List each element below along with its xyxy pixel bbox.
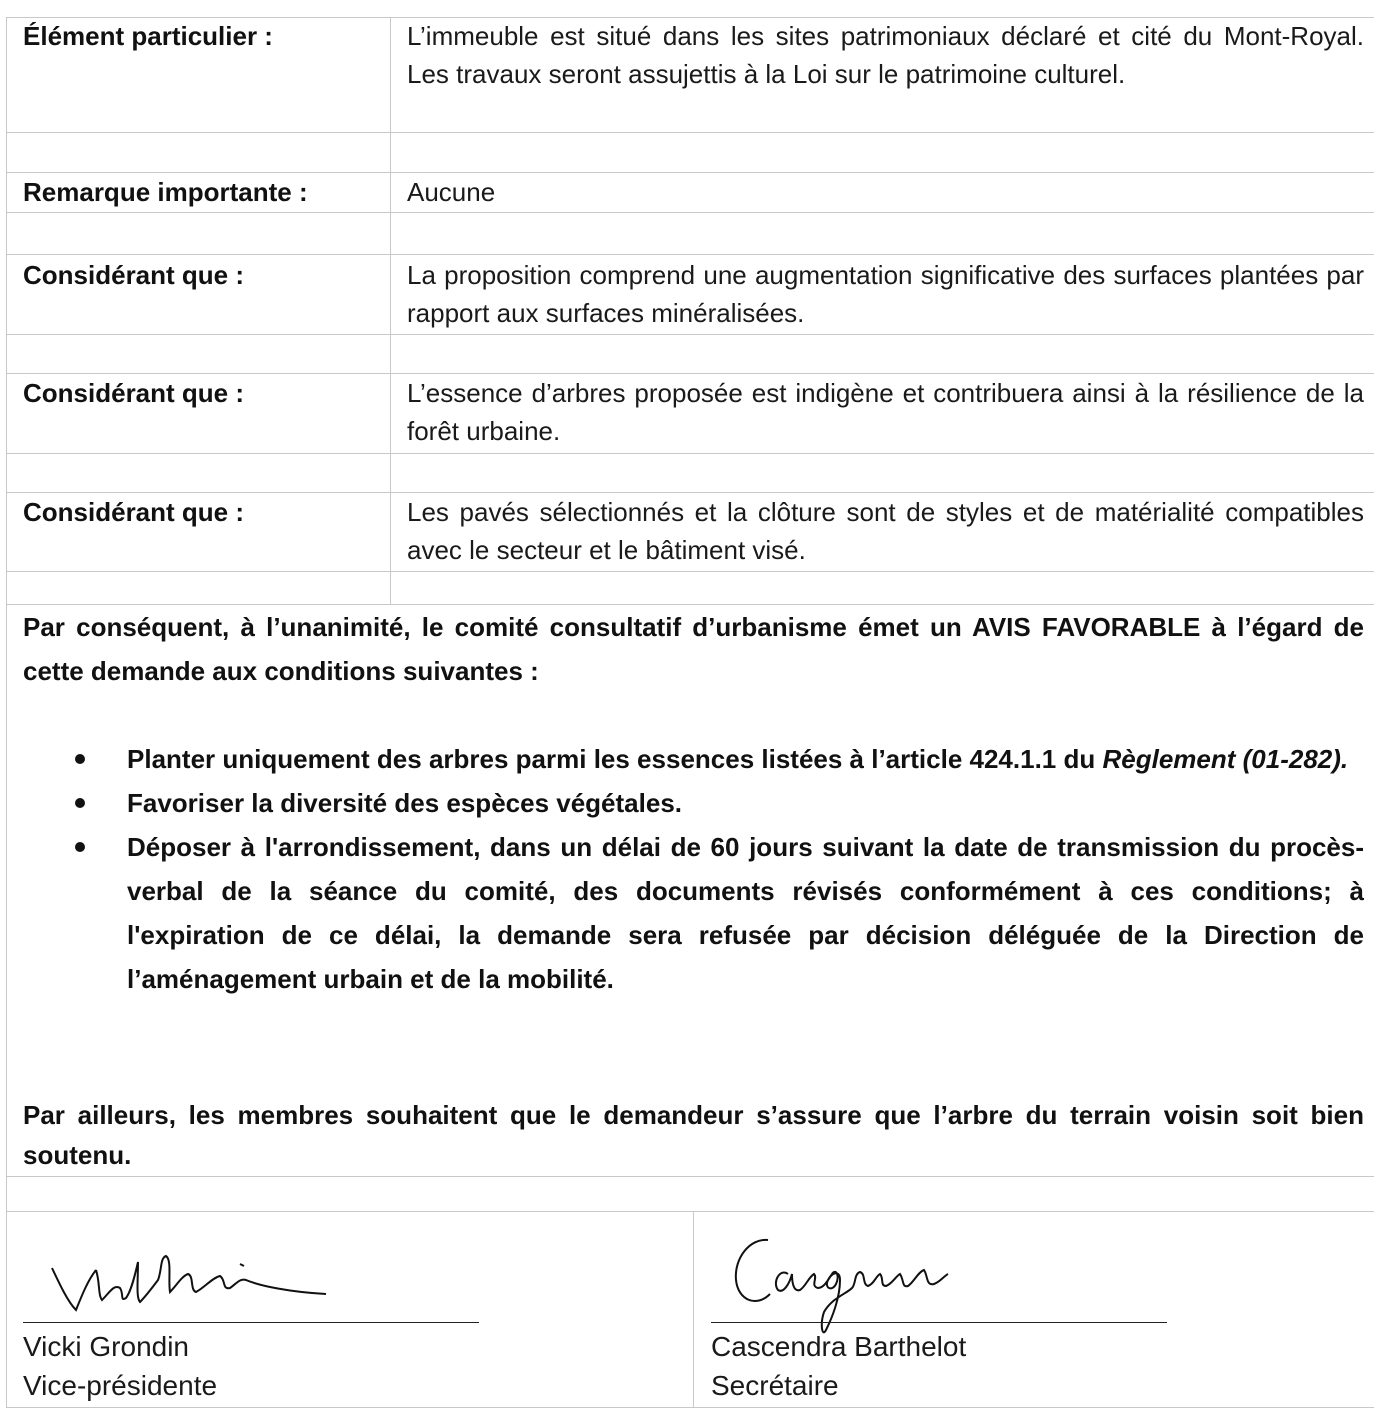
bullet-icon bbox=[75, 754, 85, 764]
condition-text: Favoriser la diversité des espèces végétales. bbox=[127, 788, 683, 818]
condition-text: Déposer à l'arrondissement, dans un délai de 60 jours suivant la date de transmission du procès-verbal de la séance du comité, des documents révisés conformément à ces conditions; à l'expiration de ce délai, la demande sera refusée par décision déléguée de la Direction de l’aménagement urbain et de la mobilité. bbox=[127, 832, 1364, 994]
signature-column-divider bbox=[693, 1211, 694, 1407]
row-value-considerant-1: La proposition comprend une augmentation significative des surfaces plantées par rapport aux surfaces minéralisées. bbox=[407, 260, 1364, 328]
signer-name-right: Cascendra Barthelot bbox=[711, 1331, 967, 1362]
row-label-considerant-1: Considérant que : bbox=[23, 260, 245, 290]
bullet-icon bbox=[75, 842, 85, 852]
row-label-remarque-importante: Remarque importante : bbox=[23, 177, 308, 207]
row-label-considerant-3: Considérant que : bbox=[23, 497, 245, 527]
row-value-considerant-3: Les pavés sélectionnés et la clôture sont de styles et de matérialité compatibles avec le secteur et le bâtiment visé. bbox=[407, 497, 1364, 565]
row-divider bbox=[6, 334, 1374, 335]
signer-title-right: Secrétaire bbox=[711, 1370, 839, 1401]
decision-note: Par ailleurs, les membres souhaitent que le demandeur s’assure que l’arbre du terrain voisin soit bien soutenu. bbox=[23, 1100, 1364, 1170]
condition-item bbox=[75, 781, 1364, 825]
signature-vicki-grondin bbox=[40, 1240, 360, 1320]
condition-text: Planter uniquement des arbres parmi les essences listées à l’article 424.1.1 du bbox=[127, 744, 1103, 774]
signer-name-left: Vicki Grondin bbox=[23, 1331, 190, 1362]
condition-item bbox=[75, 737, 1364, 781]
conditions-list bbox=[75, 737, 1364, 1001]
row-divider bbox=[6, 453, 1374, 454]
row-divider bbox=[6, 254, 1374, 255]
signer-title-left: Vice-présidente bbox=[23, 1370, 218, 1401]
table-left-border bbox=[6, 17, 7, 1407]
row-value-remarque-importante: Aucune bbox=[407, 177, 496, 207]
condition-emphasis: Règlement (01-282). bbox=[1102, 744, 1349, 774]
row-value-considerant-2: L’essence d’arbres proposée est indigène et contribuera ainsi à la résilience de la forêt urbaine. bbox=[407, 378, 1364, 446]
row-value-element-particulier: L’immeuble est situé dans les sites patrimoniaux déclaré et cité du Mont-Royal. Les travaux seront assujettis à la Loi sur le patrimoine culturel. bbox=[407, 21, 1364, 89]
row-divider bbox=[6, 571, 1374, 572]
bullet-icon bbox=[75, 798, 85, 808]
row-divider bbox=[6, 1176, 1374, 1177]
signature-line-right bbox=[711, 1322, 1167, 1323]
row-divider bbox=[6, 132, 1374, 133]
table-bottom-border bbox=[6, 1407, 1374, 1408]
column-divider bbox=[390, 17, 391, 604]
row-label-considerant-2: Considérant que : bbox=[23, 378, 245, 408]
row-label-element-particulier: Élément particulier : bbox=[23, 21, 273, 51]
signature-line-left bbox=[23, 1322, 479, 1323]
row-divider bbox=[6, 1211, 1374, 1212]
condition-item bbox=[75, 825, 1364, 1001]
decision-intro: Par conséquent, à l’unanimité, le comité consultatif d’urbanisme émet un AVIS FAVORABLE à l’égard de cette demande aux conditions suivantes : bbox=[23, 612, 1364, 686]
row-divider bbox=[6, 212, 1374, 213]
